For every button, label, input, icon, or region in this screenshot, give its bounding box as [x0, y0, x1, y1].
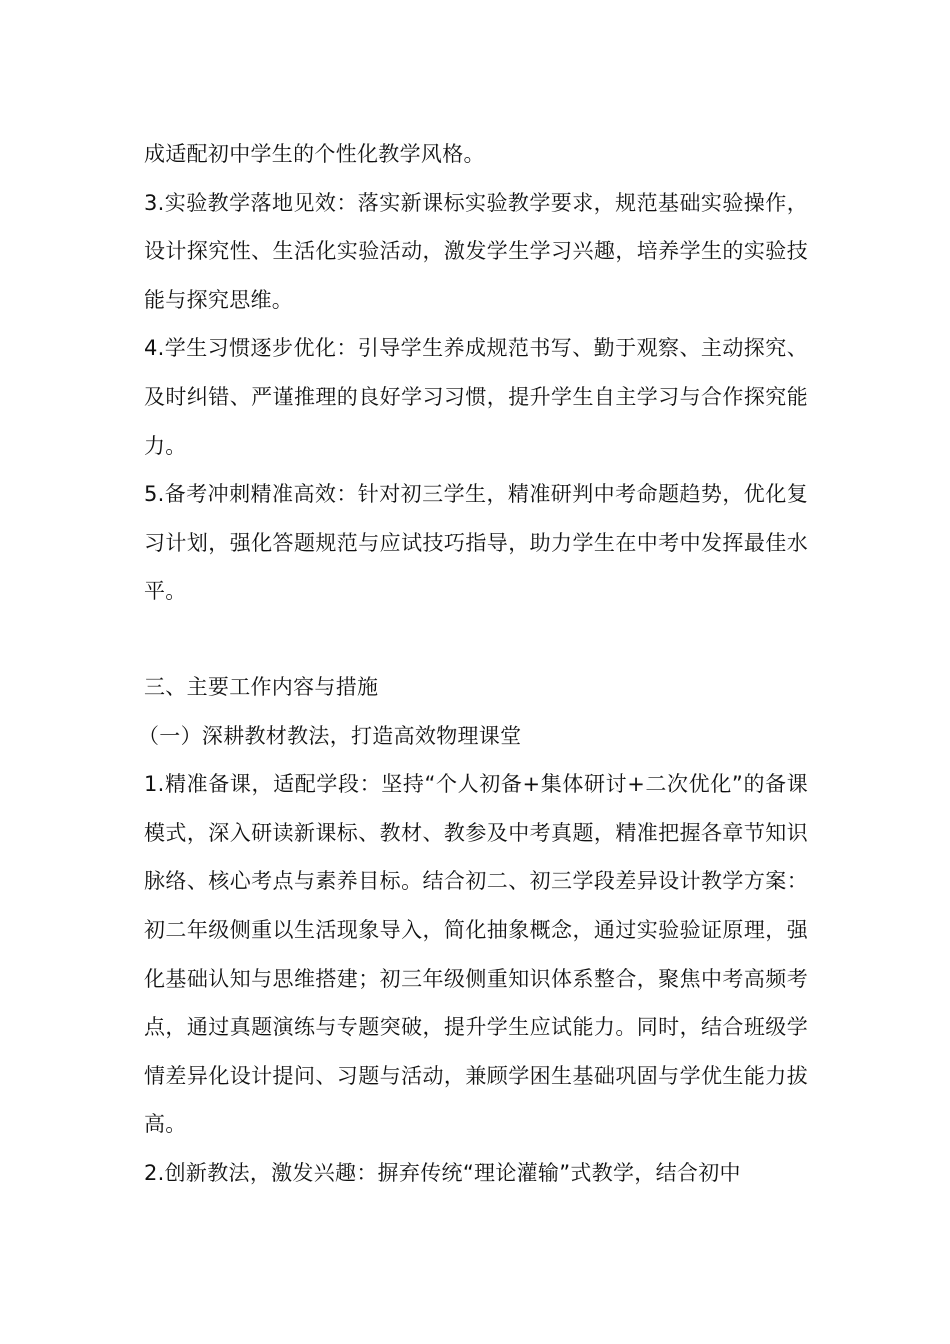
paragraph-goal-3: 3.实验教学落地见效：落实新课标实验教学要求，规范基础实验操作，设计探究性、生活化实验活动，激发学生学习兴趣，培养学生的实验技能与探究思维。: [144, 190, 808, 312]
paragraph-intro-tail: 成适配初中学生的个性化教学风格。: [144, 142, 485, 166]
section-spacer: [144, 616, 808, 663]
section-heading: 三、主要工作内容与措施: [144, 674, 379, 699]
subsection-heading: （一）深耕教材教法，打造高效物理课堂: [138, 723, 522, 748]
paragraph-goal-5: 5.备考冲刺精准高效：针对初三学生，精准研判中考命题趋势，优化复习计划，强化答题规范与应试技巧指导，助力学生在中考中发挥最佳水平。: [144, 482, 808, 604]
paragraph-measure-2: 2.创新教法，激发兴趣：摒弃传统“理论灌输”式教学，结合初中: [144, 1160, 741, 1185]
paragraph-measure-1: 1.精准备课，适配学段：坚持“个人初备+集体研讨+二次优化”的备课模式，深入研读新课标、教材、教参及中考真题，精准把握各章节知识脉络、核心考点与素养目标。结合初二、初三学段差异设计教学方案：初二年级侧重以生活现象导入，简化抽象概念，通过实验验证原理，强化基础认知与思维搭建；初三年级侧重知识体系整合，聚焦中考高频考点，通过真题演练与专题突破，提升学生应试能力。同时，结合班级学情差异化设计提问、习题与活动，兼顾学困生基础巩固与学优生能力拔高。: [144, 772, 808, 1137]
paragraph-goal-4: 4.学生习惯逐步优化：引导学生养成规范书写、勤于观察、主动探究、及时纠错、严谨推理的良好学习习惯，提升学生自主学习与合作探究能力。: [144, 336, 808, 458]
document-body: [138, 130, 808, 1197]
